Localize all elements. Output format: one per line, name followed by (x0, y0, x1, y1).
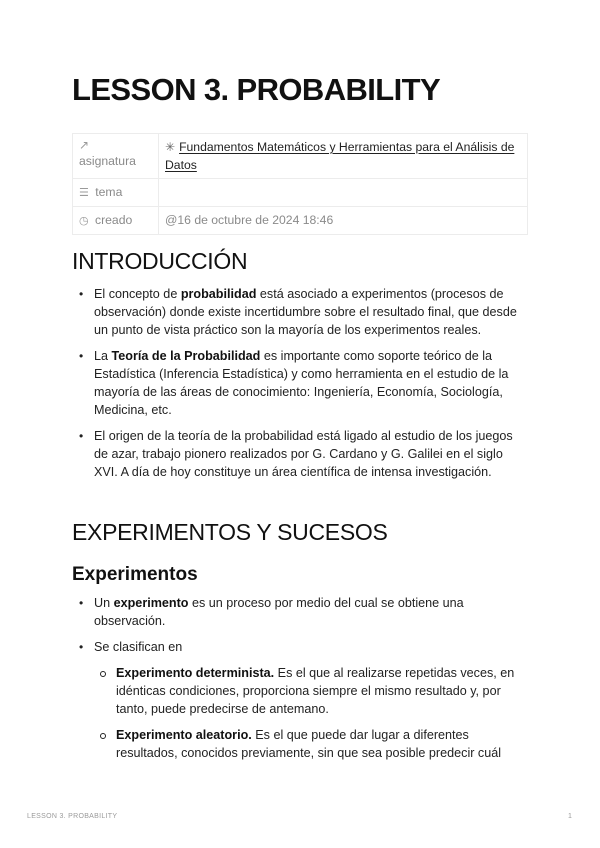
list-item (72, 347, 528, 419)
clock-icon: ◷ (79, 215, 89, 227)
property-key-label: creado (95, 213, 133, 227)
list-item (94, 726, 528, 762)
text: Es el que puede dar lugar a diferentes resultados, conocidos previamente, sin que sea posible predecir cuál (116, 728, 502, 760)
experiment-types-list (94, 664, 528, 762)
property-key-label: asignatura (79, 154, 136, 168)
page-number: 1 (568, 813, 572, 820)
text: está asociado a experimentos (procesos de observación) donde existe incertidumbre sobre el resultado final, que desde un punto de vista práctico son la mayoría de los experimentos reales. (94, 287, 517, 337)
text: es un proceso por medio del cual se obtiene una observación. (94, 596, 464, 628)
bold-text: Experimento aleatorio. (116, 728, 252, 742)
text: Se clasifican en (94, 640, 183, 654)
text: Es el que al realizarse repetidas veces, en idénticas condiciones, proporciona siempre el mismo resultado y, por tanto, puede predecirse de antemano. (116, 666, 515, 716)
property-key-label: tema (95, 185, 123, 199)
property-row-creado (73, 207, 528, 235)
list-item (94, 664, 528, 718)
section-heading-experimentos-y-sucesos: EXPERIMENTOS Y SUCESOS (72, 519, 388, 545)
property-value[interactable] (159, 179, 528, 207)
text: es importante como soporte teórico de la Estadística (Inferencia Estadística) y como herramienta en el estudio de la mayoría de las áreas de conocimiento: Ingeniería, Economía, Sociología, Medicina, etc. (94, 349, 509, 417)
property-value (159, 134, 528, 179)
intro-bullet-list (72, 285, 528, 489)
subsection-heading-experimentos: Experimentos (72, 564, 198, 585)
bold-text: Teoría de la Probabilidad (111, 349, 261, 363)
asignatura-link[interactable]: Fundamentos Matemáticos y Herramientas para el Análisis de Datos (165, 140, 515, 172)
property-key (73, 179, 159, 207)
footer-title: LESSON 3. PROBABILITY (27, 813, 118, 820)
property-row-tema (73, 179, 528, 207)
properties-table (72, 133, 528, 235)
property-key (73, 207, 159, 235)
list-item (72, 638, 528, 762)
property-row-asignatura (73, 134, 528, 179)
list-item (72, 427, 528, 481)
text: Un (94, 596, 114, 610)
list-item (72, 594, 528, 630)
list-item (72, 285, 528, 339)
property-value: @16 de octubre de 2024 18:46 (159, 207, 528, 235)
text: El origen de la teoría de la probabilidad está ligado al estudio de los juegos de azar, trabajo pionero realizados por G. Cardano y G. Galilei en el siglo XVI. A día de hoy constituye un área científica de intensa investigación. (94, 429, 513, 479)
arrow-up-right-icon: ↗ (79, 138, 90, 152)
experimentos-bullet-list (72, 594, 528, 770)
page-title: LESSON 3. PROBABILITY (72, 72, 441, 107)
bold-text: experimento (113, 596, 189, 610)
bold-text: Experimento determinista. (116, 666, 275, 680)
list-icon: ☰ (79, 187, 89, 199)
sparkle-icon: ✳ (165, 140, 176, 154)
property-key (73, 134, 159, 179)
text: El concepto de (94, 287, 181, 301)
section-heading-introduccion: INTRODUCCIÓN (72, 248, 248, 274)
bold-text: probabilidad (180, 287, 257, 301)
text: La (94, 349, 112, 363)
